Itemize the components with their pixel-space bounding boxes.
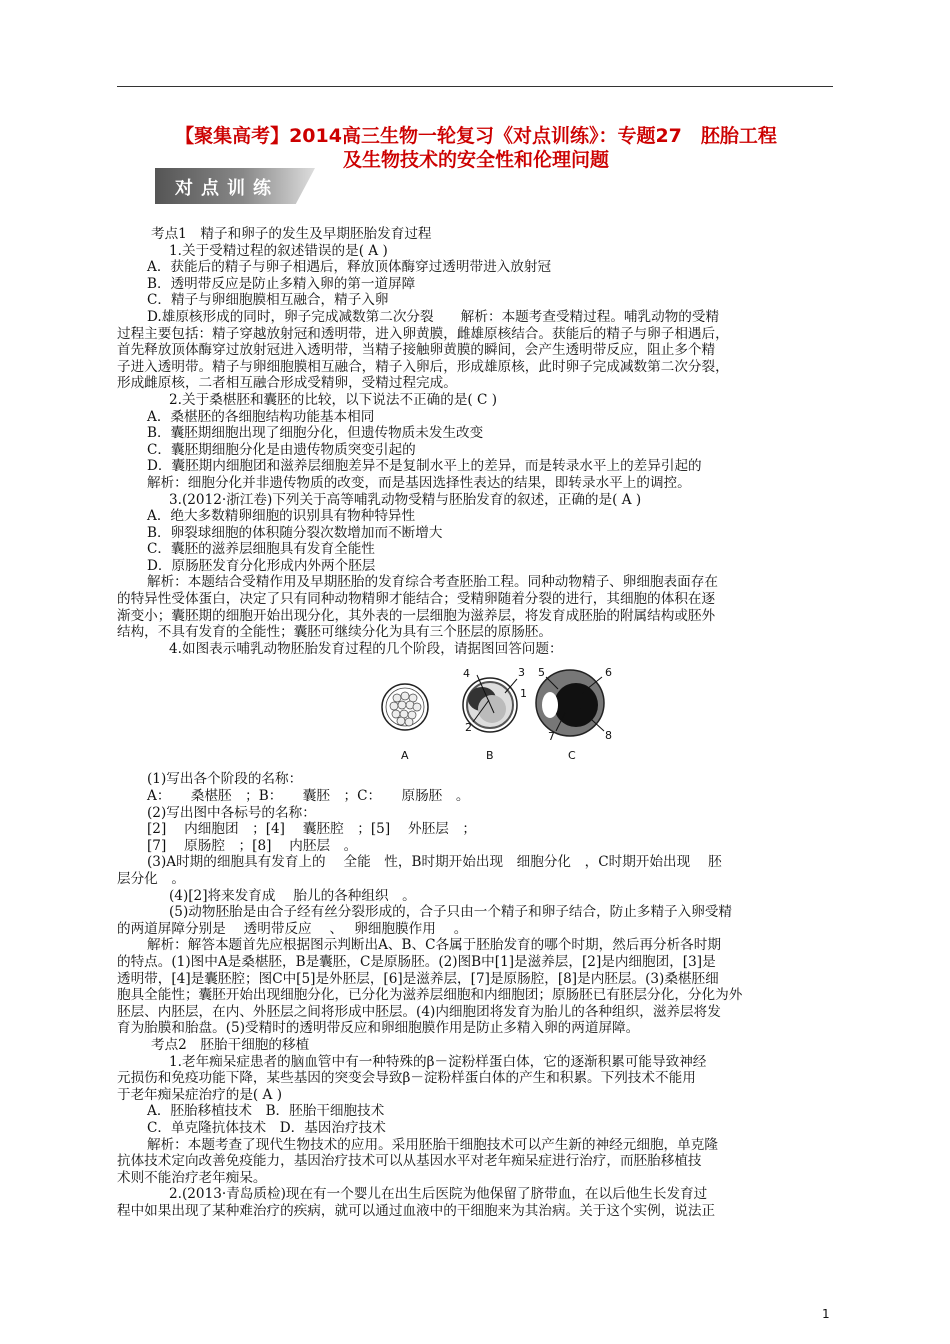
text-line: 于老年痴呆症治疗的是( A ) <box>117 1086 283 1103</box>
text-line: D．原肠胚发育分化形成内外两个胚层 <box>147 557 376 574</box>
text-line: (4)[2]将来发育成 胎儿的各种组织 。 <box>169 887 416 904</box>
text-line: C．精子与卵细胞膜相互融合，精子入卵 <box>147 292 389 309</box>
label-a: A <box>401 749 409 763</box>
text-line: 4.如图表示哺乳动物胚胎发育过程的几个阶段，请据图回答问题： <box>169 640 563 657</box>
text-line: A．桑椹胚的各细胞结构功能基本相同 <box>147 408 375 425</box>
label-c: C <box>568 749 576 763</box>
label-4: 4 <box>463 667 470 681</box>
text-line: 形成雌原核，二者相互融合形成受精卵，受精过程完成。 <box>117 375 457 392</box>
text-line: 元损伤和免疫功能下降，某些基因的突变会导致β－淀粉样蛋白体的产生和积累。下列技术不能用 <box>117 1070 696 1087</box>
text-line: C．囊胚期细胞分化是由遗传物质突变引起的 <box>147 441 416 458</box>
text-line: D．囊胚期内细胞团和滋养层细胞差异不是复制水平上的差异，而是转录水平上的差异引起的 <box>147 458 702 475</box>
text-line: 抗体技术定向改善免疫能力，基因治疗技术可以从基因水平对老年痴呆症进行治疗，而胚胎移植技 <box>117 1153 702 1170</box>
text-line: 的特异性受体蛋白，决定了只有同种动物精卵才能结合；受精卵随着分裂的进行，其细胞的体积在逐 <box>117 591 716 608</box>
text-line: A．获能后的精子与卵子相遇后，释放顶体酶穿过透明带进入放射冠 <box>147 259 552 276</box>
label-5: 5 <box>538 666 545 680</box>
text-line: 育为胎膜和胎盘。(5)受精时的透明带反应和卵细胞膜作用是防止多精入卵的两道屏障。 <box>117 1020 640 1037</box>
banner-label: 对点训练 <box>175 178 279 199</box>
label-2: 2 <box>465 721 472 735</box>
text-block-2 <box>117 771 833 1219</box>
header-rule <box>117 86 833 87</box>
title-line-2: 及生物技术的安全性和伦理问题 <box>342 149 609 171</box>
text-line: 2.关于桑椹胚和囊胚的比较，以下说法不正确的是( C ) <box>169 391 498 408</box>
text-line: 考点1 精子和卵子的发生及早期胚胎发育过程 <box>151 226 432 242</box>
text-line: (1)写出各个阶段的名称： <box>147 771 303 788</box>
text-line: B．透明带反应是防止多精入卵的第一道屏障 <box>147 275 416 292</box>
text-line: 胚层、内胚层，在内、外胚层之间将形成中胚层。(4)内细胞团将发育为胎儿的各种组织，滋养层将发 <box>117 1003 721 1020</box>
text-line: A： 桑椹胚 ；B： 囊胚 ；C： 原肠胚 。 <box>147 788 470 805</box>
text-line: 透明带，[4]是囊胚腔；图C中[5]是外胚层，[6]是滋养层，[7]是原肠腔，[8]是内胚层。(3)桑椹胚细 <box>117 970 719 987</box>
title-line-1: 【聚集高考】2014高三生物一轮复习《对点训练》：专题27 胚胎工程 <box>175 125 777 147</box>
text-line: 过程主要包括：精子穿越放射冠和透明带，进入卵黄膜，雌雄原核结合。获能后的精子与卵子相遇后， <box>117 325 729 342</box>
text-line: [2] 内细胞团 ；[4] 囊胚腔 ；[5] 外胚层 ； <box>147 821 477 838</box>
text-line: 1.关于受精过程的叙述错误的是( A ) <box>169 242 388 259</box>
section-banner <box>155 168 315 204</box>
text-line: 胞具全能性；囊胚开始出现细胞分化，已分化为滋养层细胞和内细胞团；原肠胚已有胚层分化，分化为外 <box>117 987 743 1004</box>
text-line: (3)A时期的细胞具有发育上的 全能 性，B时期开始出现 细胞分化 ，C时期开始出现 胚 <box>147 854 722 871</box>
text-line: 程中如果出现了某种难治疗的疾病，就可以通过血液中的干细胞来为其治病。关于这个实例，说法正 <box>117 1202 716 1219</box>
label-7: 7 <box>548 730 555 744</box>
text-line: 考点2 胚胎干细胞的移植 <box>151 1036 310 1053</box>
text-line: A．绝大多数精卵细胞的识别具有物种特异性 <box>147 508 416 525</box>
text-line: 2.(2013·青岛质检)现在有一个婴儿在出生后医院为他保留了脐带血，在以后他生长发育过 <box>169 1186 708 1203</box>
text-line: D.雄原核形成的同时，卵子完成减数第二次分裂 解析：本题考查受精过程。哺乳动物的受精 <box>147 308 720 325</box>
text-line: 层分化 。 <box>117 871 185 887</box>
text-line: 首先释放顶体酶穿过放射冠进入透明带，当精子接触卵黄膜的瞬间，会产生透明带反应，阻止多个精 <box>117 342 716 359</box>
text-line: 3.(2012·浙江卷)下列关于高等哺乳动物受精与胚胎发育的叙述，正确的是( A ) <box>169 491 642 508</box>
text-line: 术则不能治疗老年痴呆。 <box>117 1169 267 1186</box>
text-line: C．单克隆抗体技术 D．基因治疗技术 <box>147 1119 386 1136</box>
text-line: 子进入透明带。精子与卵细胞膜相互融合，精子入卵后，形成雄原核，此时卵子完成减数第二次分裂， <box>117 358 729 375</box>
stage-a-morula <box>382 684 428 730</box>
label-8: 8 <box>605 729 612 743</box>
text-block-1 <box>117 226 833 657</box>
document-body <box>117 226 833 1219</box>
text-line: 解析：本题考查了现代生物技术的应用。采用胚胎干细胞技术可以产生新的神经元细胞，单克隆 <box>147 1136 718 1153</box>
label-6: 6 <box>605 666 612 680</box>
text-line: 渐变小；囊胚期的细胞开始出现分化，其外表的一层细胞为滋养层，将发育成胚胎的附属结构或胚外 <box>117 607 716 624</box>
embryo-diagram <box>380 665 670 765</box>
label-1: 1 <box>520 687 527 701</box>
text-line: 的特点。(1)图中A是桑椹胚，B是囊胚，C是原肠胚。(2)图B中[1]是滋养层，[2]是内细胞团，[3]是 <box>117 953 716 970</box>
text-line: [7] 原肠腔 ；[8] 内胚层 。 <box>147 837 358 854</box>
document-title <box>117 124 835 172</box>
text-line: 结构，不具有发育的全能性；囊胚可继续分化为具有三个胚层的原肠胚。 <box>117 624 552 641</box>
text-line: 解析：本题结合受精作用及早期胚胎的发育综合考查胚胎工程。同种动物精子、卵细胞表面存在 <box>147 574 718 591</box>
label-b: B <box>486 749 494 763</box>
text-line: B．卵裂球细胞的体积随分裂次数增加而不断增大 <box>147 524 443 541</box>
text-line: C．囊胚的滋养层细胞具有发育全能性 <box>147 541 375 558</box>
text-line: (2)写出图中各标号的名称： <box>147 804 316 821</box>
text-line: A．胚胎移植技术 B．胚胎干细胞技术 <box>147 1103 385 1120</box>
label-3: 3 <box>518 666 525 680</box>
text-line: 1.老年痴呆症患者的脑血管中有一种特殊的β－淀粉样蛋白体，它的逐渐积累可能导致神经 <box>169 1053 707 1070</box>
embryo-figure <box>380 665 670 765</box>
text-line: (5)动物胚胎是由合子经有丝分裂形成的，合子只由一个精子和卵子结合，防止多精子入卵受精 <box>169 904 733 921</box>
text-line: 的两道屏障分别是 透明带反应 、 卵细胞膜作用 。 <box>117 920 468 937</box>
stage-c-gastrula <box>536 670 604 736</box>
text-line: 解析：解答本题首先应根据图示判断出A、B、C各属于胚胎发育的哪个时期，然后再分析各时期 <box>147 937 721 954</box>
text-line: 解析：细胞分化并非遗传物质的改变，而是基因选择性表达的结果，即转录水平上的调控。 <box>147 474 691 491</box>
page-number: 1 <box>822 1307 830 1321</box>
text-line: B．囊胚期细胞出现了细胞分化，但遗传物质未发生改变 <box>147 425 484 442</box>
